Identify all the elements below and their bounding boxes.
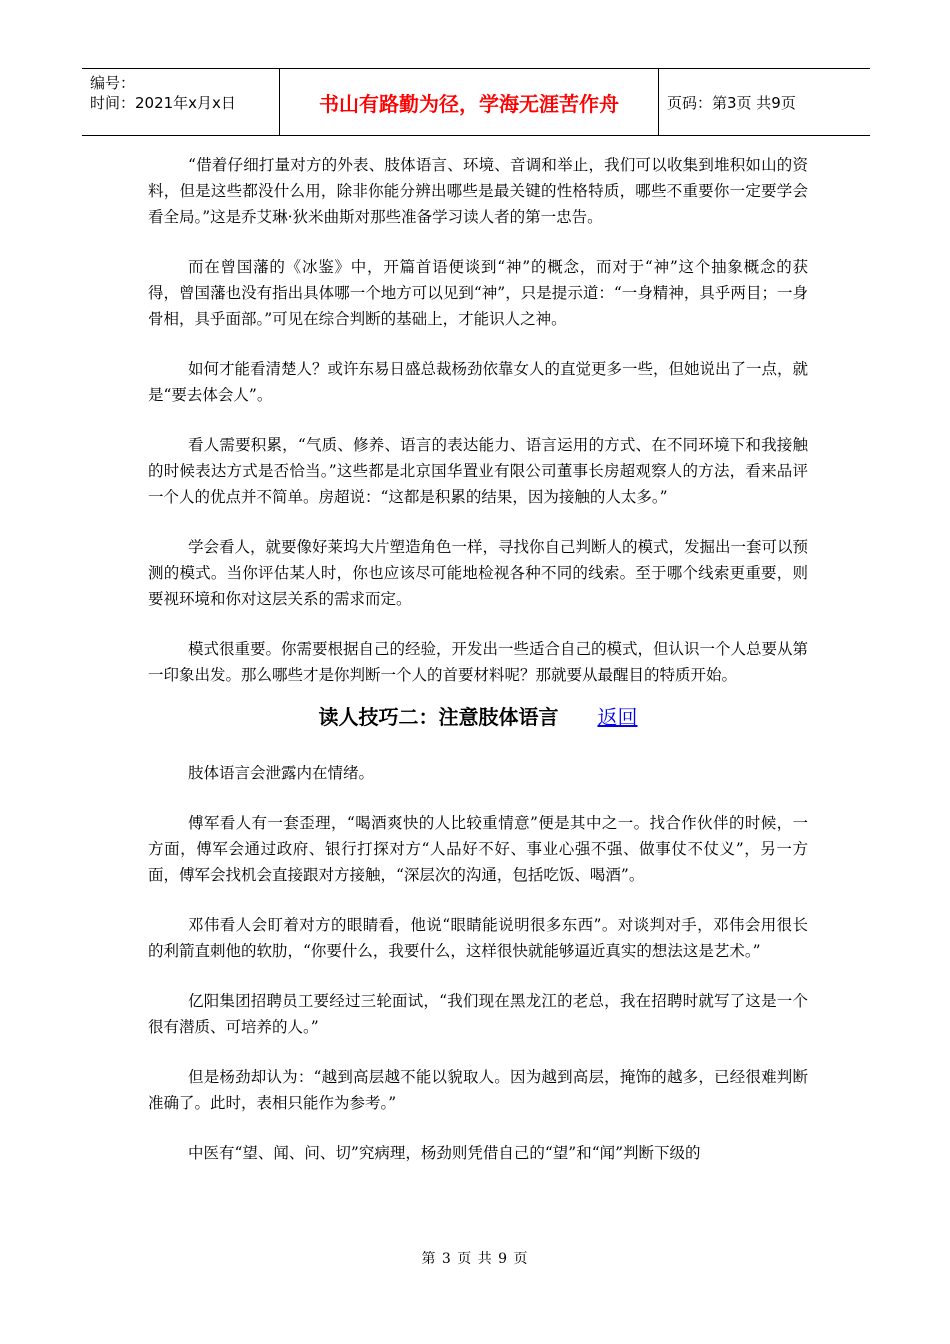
paragraph: 中医有“望、闻、问、切”究病理，杨劲则凭借自己的“望”和“闻”判断下级的 [188,1144,701,1162]
section-heading [148,702,808,732]
paragraph: 亿阳集团招聘员工要经过三轮面试，“我们现在黑龙江的老总，我在招聘时就写了这是一个很有潜质、可培养的人。” [148,992,808,1036]
page-footer: 第 3 页 共 9 页 [421,1251,529,1267]
paragraph: “借着仔细打量对方的外表、肢体语言、环境、音调和举止，我们可以收集到堆积如山的资料，但是这些都没什么用，除非你能分辨出哪些是最关键的性格特质，哪些不重要你一定要学会看全局。”这是乔艾琳·狄米曲斯对那些准备学习读人者的第一忠告。 [148,156,808,226]
document-number-label: 编号： [90,74,136,92]
header-table [82,68,870,136]
back-link[interactable]: 返回 [597,705,638,729]
paragraph: 邓伟看人会盯着对方的眼睛看，他说“眼睛能说明很多东西”。对谈判对手，邓伟会用很长的利箭直刺他的软肋，“你要什么，我要什么，这样很快就能够逼近真实的想法这是艺术。” [148,916,808,960]
paragraph: 肢体语言会泄露内在情绪。 [188,764,375,782]
document-time-label: 时间：2021年x月x日 [90,94,236,112]
paragraph: 学会看人，就要像好莱坞大片塑造角色一样，寻找你自己判断人的模式，发掘出一套可以预测的模式。当你评估某人时，你也应该尽可能地检视各种不同的线索。至于哪个线索更重要，则要视环境和你对这层关系的需求而定。 [148,538,809,608]
paragraph: 但是杨劲却认为：“越到高层越不能以貌取人。因为越到高层，掩饰的越多，已经很难判断准确了。此时，表相只能作为参考。” [148,1068,808,1112]
document-body [148,152,808,1190]
header-meta-cell [82,69,280,135]
paragraph: 看人需要积累，“气质、修养、语言的表达能力、语言运用的方式、在不同环境下和我接触的时候表达方式是否恰当。”这些都是北京国华置业有限公司董事长房超观察人的方法，看来品评一个人的优点并不简单。房超说：“这都是积累的结果，因为接触的人太多。” [148,436,808,506]
header-page-info: 页码：第3页 共9页 [667,93,796,112]
paragraph: 傅军看人有一套歪理，“喝酒爽快的人比较重情意”便是其中之一。找合作伙伴的时候，一方面，傅军会通过政府、银行打探对方“人品好不好、事业心强不强、做事仗不仗义”，另一方面，傅军会找机会直接跟对方接触，“深层次的沟通，包括吃饭、喝酒”。 [148,814,808,884]
section-title: 读人技巧二：注意肢体语言 [318,705,559,729]
paragraph: 模式很重要。你需要根据自己的经验，开发出一些适合自己的模式，但认识一个人总要从第一印象出发。那么哪些才是你判断一个人的首要材料呢？那就要从最醒目的特质开始。 [148,640,809,684]
paragraph: 如何才能看清楚人？或许东易日盛总裁杨劲依靠女人的直觉更多一些，但她说出了一点，就是“要去体会人”。 [148,360,809,404]
paragraph: 而在曾国藩的《冰鉴》中，开篇首语便谈到“神”的概念，而对于“神”这个抽象概念的获得，曾国藩也没有指出具体哪一个地方可以见到“神”，只是提示道：“一身精神，具乎两目；一身骨相，具乎面部。”可见在综合判断的基础上，才能识人之神。 [148,258,808,328]
header-motto: 书山有路勤为径，学海无涯苦作舟 [280,69,659,135]
